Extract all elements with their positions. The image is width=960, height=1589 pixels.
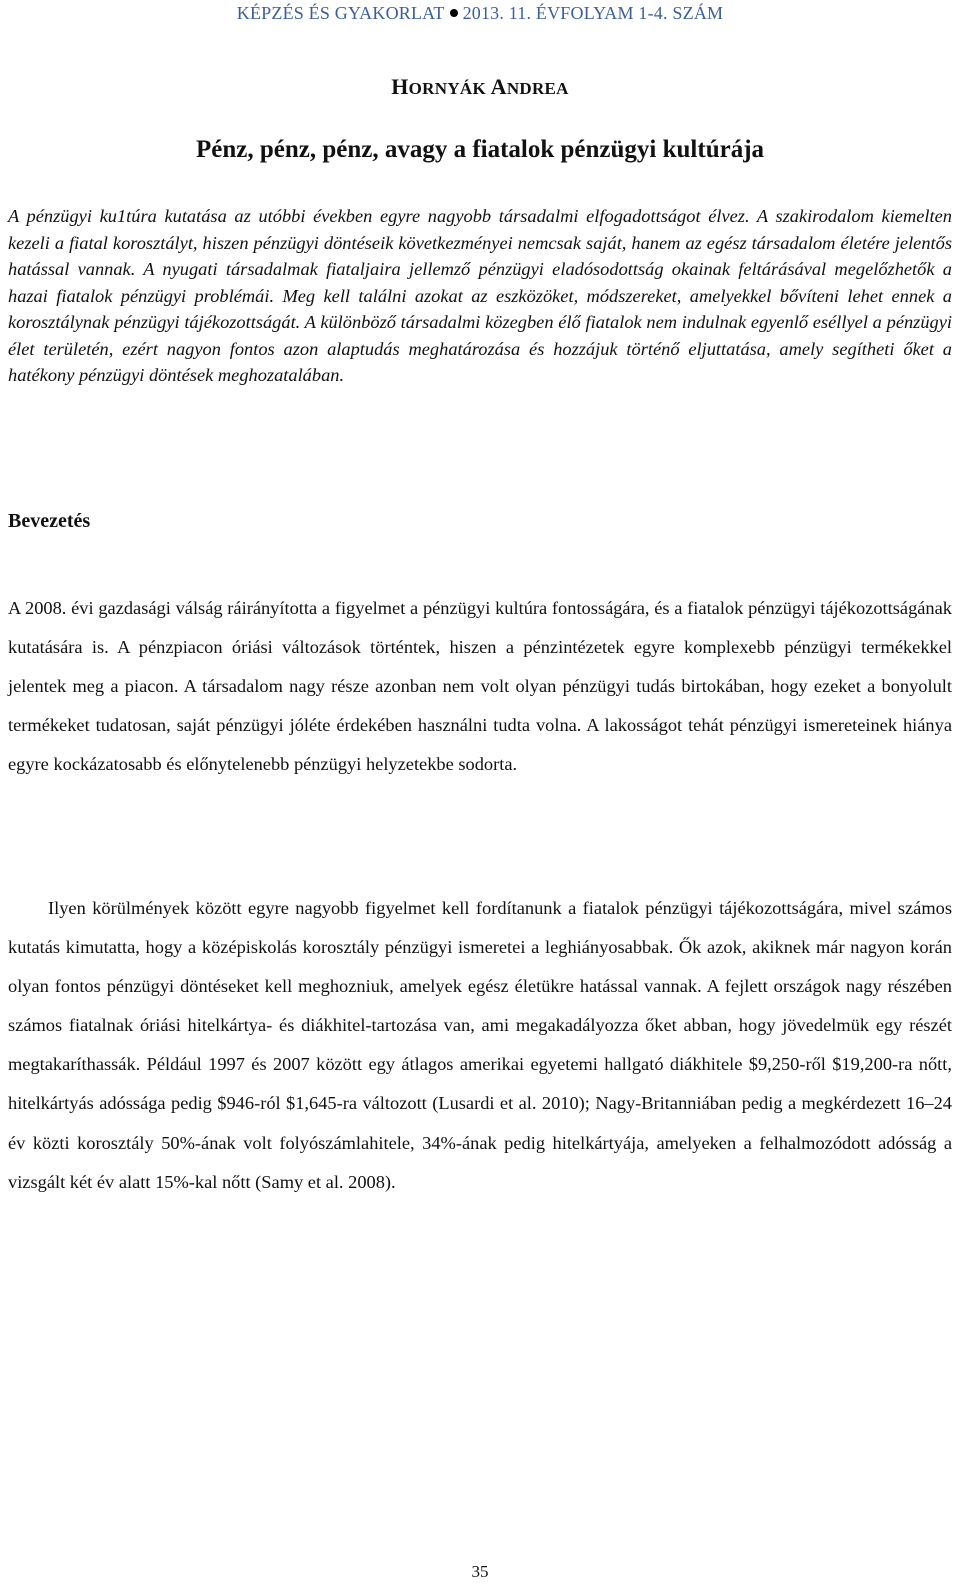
paragraph-2: Ilyen körülmények között egyre nagyobb figyelmet kell fordítanunk a fiatalok pénzügyi tájékozottságára, mivel számos kutatás kimutatta, hogy a középiskolás korosztály pénzügyi ismeretei a leghiányosabbak. Ők azok, akiknek már nagyon korán olyan fontos pénzügyi döntéseket kell meghozniuk, amelyek egész életükre hatással vannak. A fejlett országok nagy részében számos fiatalnak óriási hitelkártya- és diákhitel-tartozása van, ami megakadályozza őket abban, hogy jövedelmük egy részét megtakaríthassák. Például 1997 és 2007 között egy átlagos amerikai egyetemi hallgató diákhitele $9,250-ről $19,200-ra nőtt, hitelkártyás adóssága pedig $946-ról $1,645-ra változott (Lusardi et al. 2010); Nagy-Britanniában pedig a megkérdezett 16–24 év közti korosztály 50%-ának volt folyószámlahitele, 34%-ának pedig hitelkártyája, amelyeken a felhalmozódott adósság a vizsgált két év alatt 15%-kal nőtt (Samy et al. 2008).: [8, 898, 952, 1192]
page-number: 35: [471, 1562, 489, 1581]
journal-name: KÉPZÉS ÉS GYAKORLAT: [236, 3, 445, 23]
issue-info: 2013. 11. ÉVFOLYAM 1-4. SZÁM: [462, 3, 724, 23]
section-heading: Bevezetés: [8, 510, 91, 532]
article-title: Pénz, pénz, pénz, avagy a fiatalok pénzügyi kultúrája: [195, 136, 765, 163]
bullet-icon: [450, 9, 458, 17]
abstract: A pénzügyi ku1túra kutatása az utóbbi években egyre nagyobb társadalmi elfogadottságot élvez. A szakirodalom kiemelten kezeli a fiatal korosztályt, hiszen pénzügyi döntéseik következményei nemcsak saját, hanem az egész társadalom életére jelentős hatással vannak. A nyugati társadalmak fiataljaira jellemző pénzügyi eladósodottság okainak feltárásával megelőzhetők a hazai fiatalok pénzügyi problémái. Meg kell találni azokat az eszközöket, módszereket, amelyekkel bővíteni lehet ennek a korosztálynak pénzügyi tájékozottságát. A különböző társadalmi közegben élő fiatalok nem indulnak egyenlő eséllyel a pénzügyi élet területén, ezért nagyon fontos azon alaptudás meghatározása és hozzájuk történő eljuttatása, amely segítheti őket a hatékony pénzügyi döntések meghozatalában.: [8, 206, 952, 385]
paragraph-1: A 2008. évi gazdasági válság ráirányította a figyelmet a pénzügyi kultúra fontosságára, és a fiatalok pénzügyi tájékozottságának kutatására is. A pénzpiacon óriási változások történtek, hiszen a pénzintézetek egyre komplexebb pénzügyi termékekkel jelentek meg a piacon. A társadalom nagy része azonban nem volt olyan pénzügyi tudás birtokában, hogy ezeket a bonyolult termékeket tudatosan, saját pénzügyi jóléte érdekében használni tudta volna. A lakosságot tehát pénzügyi ismereteinek hiánya egyre kockázatosabb és előnytelenebb pénzügyi helyzetekbe sodorta.: [8, 598, 952, 775]
author-name: HORNYÁK ANDREA: [391, 74, 569, 99]
running-header: [0, 3, 960, 24]
